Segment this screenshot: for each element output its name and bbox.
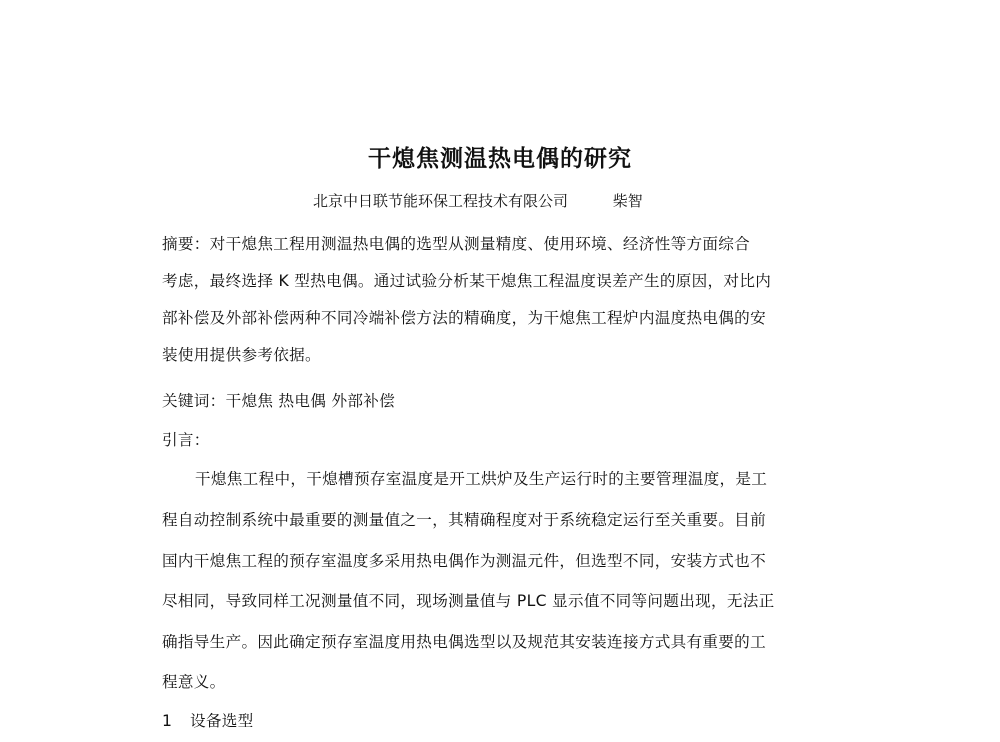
intro-line: 程自动控制系统中最重要的测量值之一，其精确程度对于系统稳定运行至关重要。目前 — [162, 511, 766, 529]
intro-line: 干熄焦工程中，干熄槽预存室温度是开工烘炉及生产运行时的主要管理温度，是工 — [195, 470, 768, 488]
intro-line: 确指导生产。因此确定预存室温度用热电偶选型以及规范其安装连接方式具有重要的工 — [162, 633, 766, 651]
section-number: 1 — [162, 712, 173, 730]
section-heading — [162, 709, 254, 731]
intro-line: 尽相同，导致同样工况测量值不同，现场测量值与 PLC 显示值不同等问题出现，无法正 — [162, 592, 775, 610]
intro-line: 程意义。 — [162, 673, 226, 691]
intro-line: 国内干熄焦工程的预存室温度多采用热电偶作为测温元件，但选型不同，安装方式也不 — [162, 552, 766, 570]
abstract-line: 摘要：对干熄焦工程用测温热电偶的选型从测量精度、使用环境、经济性等方面综合 — [162, 235, 751, 253]
page-title: 干熄焦测温热电偶的研究 — [368, 146, 632, 172]
byline — [313, 190, 643, 211]
abstract-line: 装使用提供参考依据。 — [162, 346, 321, 364]
abstract-line: 部补偿及外部补偿两种不同冷端补偿方法的精确度，为干熄焦工程炉内温度热电偶的安 — [162, 309, 766, 327]
keywords-line: 关键词：干熄焦 热电偶 外部补偿 — [162, 392, 396, 410]
section-title: 设备选型 — [190, 712, 254, 730]
abstract-line: 考虑，最终选择 K 型热电偶。通过试验分析某干熄焦工程温度误差产生的原因，对比内 — [162, 272, 772, 290]
author-name: 柴智 — [612, 192, 643, 210]
affiliation: 北京中日联节能环保工程技术有限公司 — [313, 192, 569, 210]
intro-heading: 引言： — [162, 431, 210, 449]
